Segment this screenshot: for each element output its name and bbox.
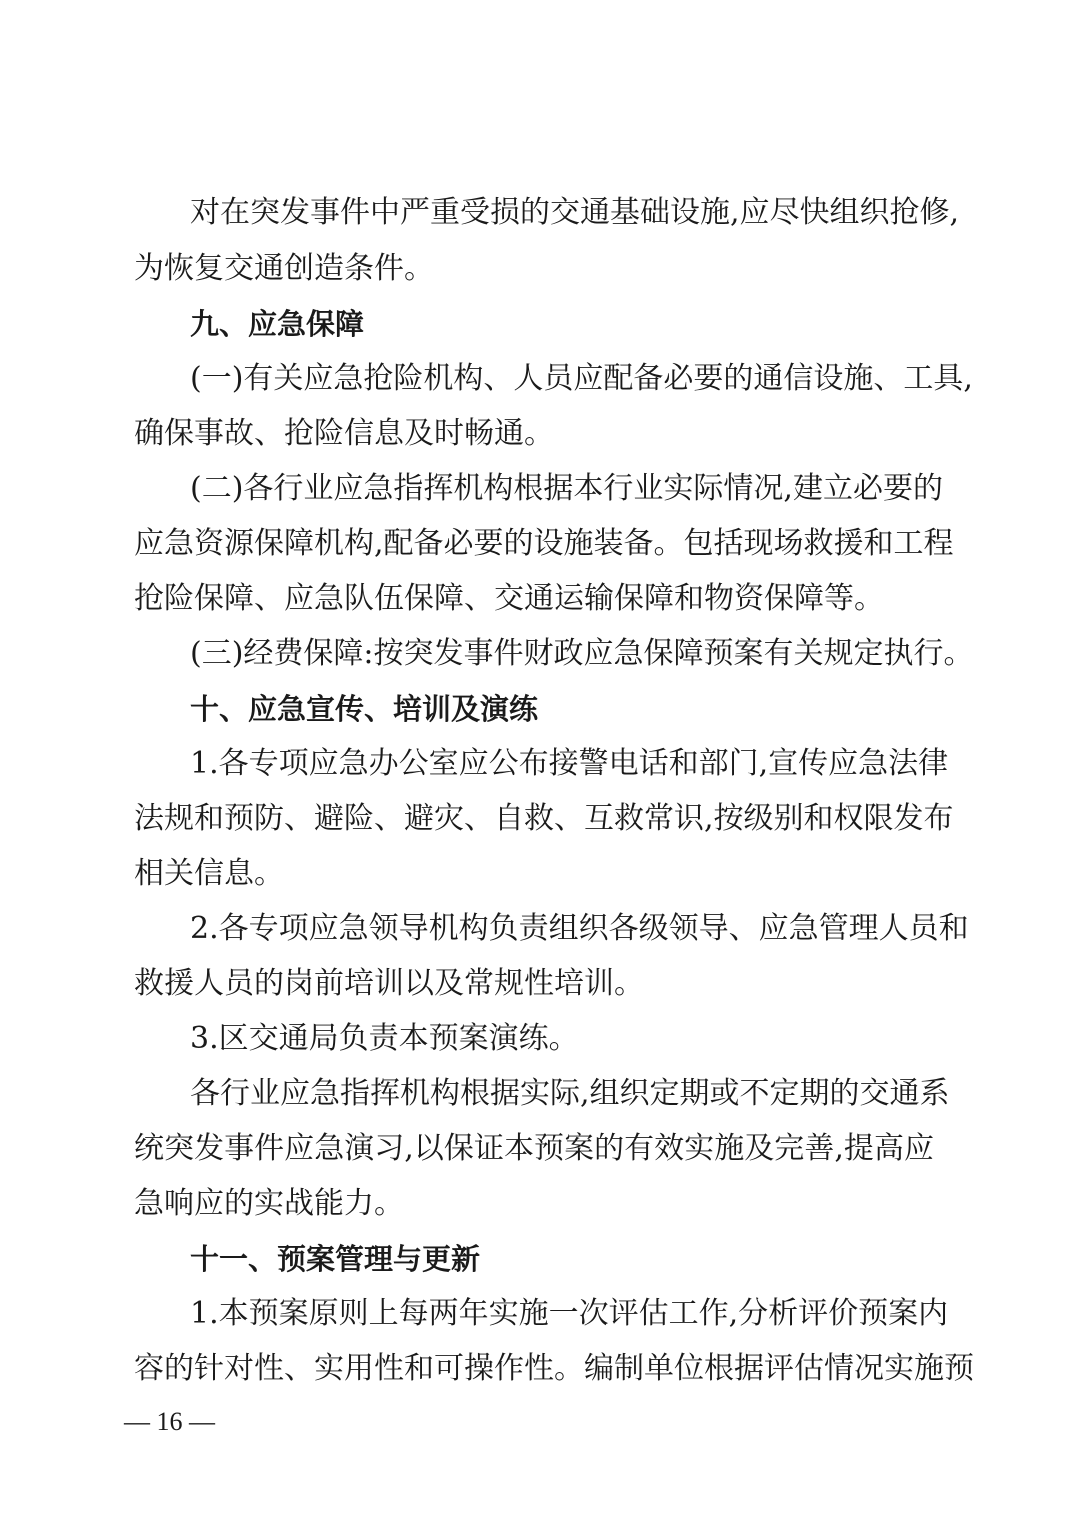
paragraph-line: 1.本预案原则上每两年实施一次评估工作,分析评价预案内 — [190, 1296, 949, 1331]
paragraph-line: (二)各行业应急指挥机构根据本行业实际情况,建立必要的 — [190, 471, 943, 506]
paragraph-line: 为恢复交通创造条件。 — [134, 251, 434, 286]
paragraph-line: 相关信息。 — [134, 856, 284, 891]
paragraph-line: 应急资源保障机构,配备必要的设施装备。包括现场救援和工程 — [134, 526, 954, 561]
paragraph-line: 容的针对性、实用性和可操作性。编制单位根据评估情况实施预 — [134, 1351, 974, 1386]
paragraph-line: 3.区交通局负责本预案演练。 — [190, 1021, 579, 1056]
paragraph-line: 2.各专项应急领导机构负责组织各级领导、应急管理人员和 — [190, 911, 969, 946]
page-number: — 16 — — [124, 1407, 215, 1436]
paragraph-line: (三)经费保障:按突发事件财政应急保障预案有关规定执行。 — [190, 636, 974, 671]
paragraph-line: 急响应的实战能力。 — [134, 1186, 404, 1221]
section-heading-11: 十一、预案管理与更新 — [190, 1242, 481, 1276]
paragraph-line: 统突发事件应急演习,以保证本预案的有效实施及完善,提高应 — [134, 1131, 934, 1166]
paragraph-line: (一)有关应急抢险机构、人员应配备必要的通信设施、工具, — [190, 361, 973, 396]
paragraph-line: 救援人员的岗前培训以及常规性培训。 — [134, 966, 644, 1001]
paragraph-line: 1.各专项应急办公室应公布接警电话和部门,宣传应急法律 — [190, 746, 949, 781]
section-heading-10: 十、应急宣传、培训及演练 — [190, 692, 539, 726]
paragraph-line: 各行业应急指挥机构根据实际,组织定期或不定期的交通系 — [190, 1076, 950, 1111]
paragraph-line: 确保事故、抢险信息及时畅通。 — [134, 416, 554, 451]
paragraph-line: 对在突发事件中严重受损的交通基础设施,应尽快组织抢修, — [190, 195, 960, 230]
paragraph-line: 法规和预防、避险、避灾、自救、互救常识,按级别和权限发布 — [134, 801, 954, 836]
paragraph-line: 抢险保障、应急队伍保障、交通运输保障和物资保障等。 — [134, 581, 884, 616]
section-heading-9: 九、应急保障 — [190, 307, 365, 341]
